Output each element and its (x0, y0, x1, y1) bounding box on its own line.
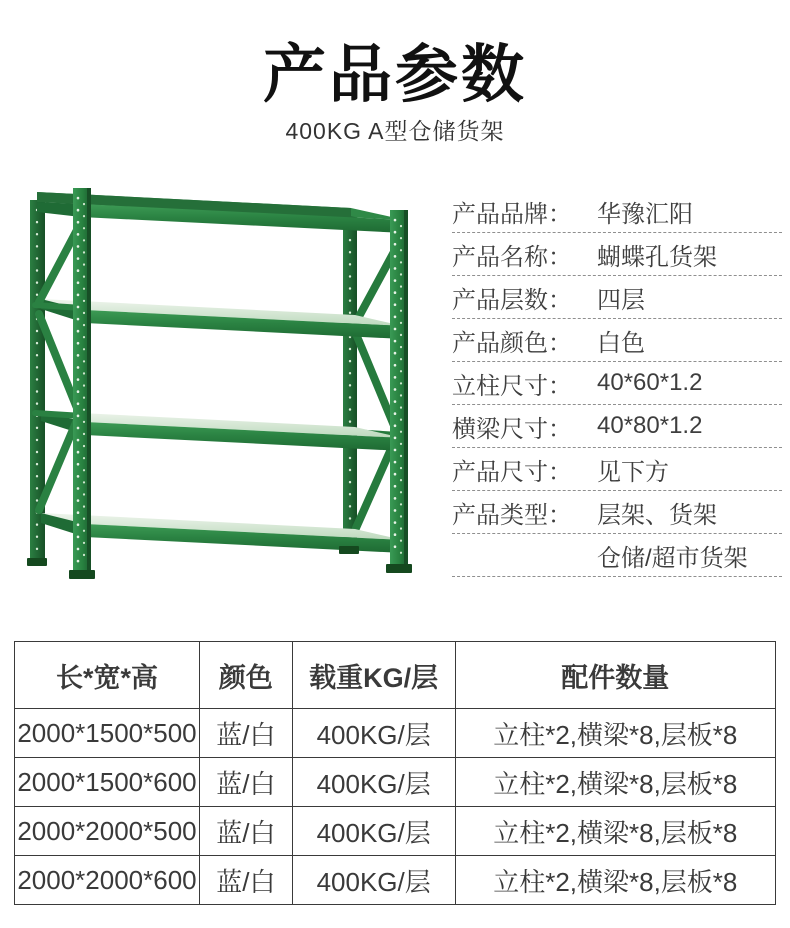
spec-value: 层架、货架 (597, 501, 717, 529)
spec-row-color (452, 319, 782, 362)
table-header-color: 颜色 (199, 642, 292, 709)
table-cell-parts: 立柱*2,横梁*8,层板*8 (455, 709, 775, 758)
spec-label: 产品类型： (452, 501, 572, 529)
spec-value: 见下方 (597, 458, 669, 486)
table-cell-size: 2000*1500*600 (15, 758, 200, 807)
spec-row-type-cont (452, 534, 782, 577)
table-cell-size: 2000*2000*600 (15, 856, 200, 905)
spec-label: 产品颜色： (452, 329, 572, 357)
table-cell-color: 蓝/白 (199, 807, 292, 856)
spec-row-name (452, 233, 782, 276)
table-cell-color: 蓝/白 (199, 709, 292, 758)
spec-row-layers (452, 276, 782, 319)
table-cell-size: 2000*1500*500 (15, 709, 200, 758)
page-subtitle: 400KG A型仓储货架 (285, 118, 505, 144)
spec-value: 蝴蝶孔货架 (597, 243, 717, 271)
spec-label: 产品尺寸： (452, 458, 572, 486)
table-cell-color: 蓝/白 (199, 856, 292, 905)
spec-row-type (452, 491, 782, 534)
page-title: 产品参数 (263, 40, 527, 110)
table-row (15, 758, 776, 807)
spec-value: 白色 (597, 329, 645, 357)
table-cell-load: 400KG/层 (292, 758, 455, 807)
table-row (15, 807, 776, 856)
table-cell-color: 蓝/白 (199, 758, 292, 807)
spec-value: 仓储/超市货架 (597, 544, 748, 572)
table-row (15, 856, 776, 905)
spec-list (452, 190, 782, 577)
table-cell-load: 400KG/层 (292, 807, 455, 856)
spec-label: 产品品牌： (452, 200, 572, 228)
table-cell-load: 400KG/层 (292, 856, 455, 905)
spec-label: 产品层数： (452, 286, 572, 314)
spec-value: 华豫汇阳 (597, 200, 693, 228)
spec-label: 产品名称： (452, 243, 572, 271)
rack-top-frame (37, 192, 405, 233)
table-header-parts: 配件数量 (455, 642, 775, 709)
table-cell-parts: 立柱*2,横梁*8,层板*8 (455, 758, 775, 807)
rack-illustration-svg (5, 162, 445, 580)
spec-row-post-size (452, 362, 782, 405)
table-cell-parts: 立柱*2,横梁*8,层板*8 (455, 856, 775, 905)
table-row (15, 709, 776, 758)
table-header-size: 长*宽*高 (15, 642, 200, 709)
spec-value: 40*60*1.2 (597, 369, 703, 396)
spec-row-beam-size (452, 405, 782, 448)
table-header-load: 载重KG/层 (292, 642, 455, 709)
spec-label: 横梁尺寸： (452, 415, 572, 443)
table-cell-parts: 立柱*2,横梁*8,层板*8 (455, 807, 775, 856)
spec-value: 四层 (597, 286, 645, 314)
table-cell-size: 2000*2000*500 (15, 807, 200, 856)
product-image (5, 162, 445, 580)
spec-label: 立柱尺寸： (452, 372, 572, 400)
spec-row-brand (452, 190, 782, 233)
spec-table (14, 641, 776, 905)
table-cell-load: 400KG/层 (292, 709, 455, 758)
spec-value: 40*80*1.2 (597, 412, 703, 439)
table-header-row (15, 642, 776, 709)
spec-row-product-size (452, 448, 782, 491)
